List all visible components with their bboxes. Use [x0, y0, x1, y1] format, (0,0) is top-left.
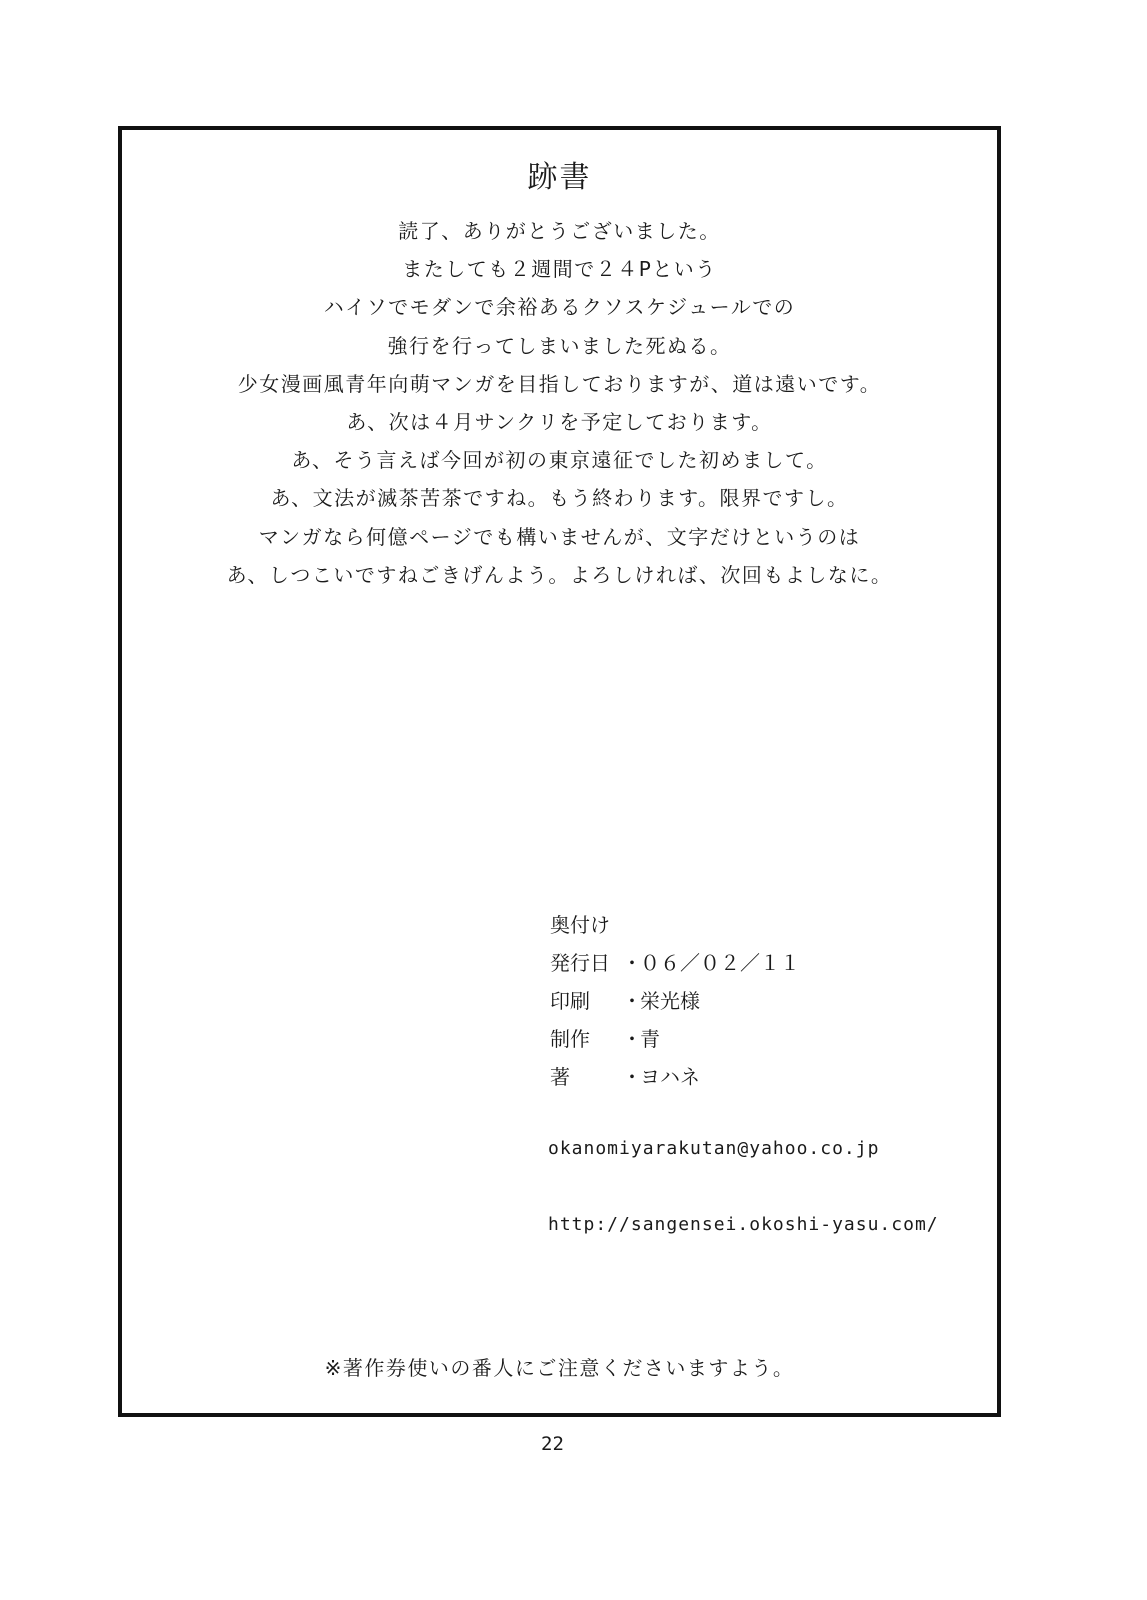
afterword-line: あ、次は４月サンクリを予定しております。 [346, 409, 773, 434]
colophon-separator: ・ [622, 989, 642, 1013]
afterword-body [122, 212, 997, 594]
afterword-line: 読了、ありがとうございました。 [398, 219, 721, 243]
afterword-line: 強行を行ってしまいました死ぬる。 [387, 333, 732, 358]
website-url: http://sangensei.okoshi-yasu.com/ [548, 1214, 939, 1235]
afterword-line: ハイソでモダンで余裕あるクソスケジュールでの [323, 295, 796, 320]
colophon-row-printer [550, 982, 800, 1020]
colophon [550, 906, 800, 1096]
colophon-row-publish-date [550, 944, 800, 982]
afterword-line: 少女漫画風青年向萌マンガを目指しておりますが、道は遠いです。 [237, 371, 882, 396]
colophon-row-author [550, 1058, 800, 1096]
colophon-separator: ・ [622, 1065, 642, 1089]
colophon-separator: ・ [622, 1027, 642, 1051]
colophon-value: ヨハネ [640, 1065, 700, 1089]
colophon-label: 印刷 [550, 989, 590, 1013]
page-number: 22 [541, 1433, 564, 1455]
afterword-line: あ、そう言えば今回が初の東京遠征でした初めまして。 [291, 448, 828, 473]
afterword-line: マンガなら何億ページでも構いませんが、文字だけというのは [258, 524, 861, 549]
afterword-line: あ、文法が滅茶苦茶ですね。もう終わります。限界ですし。 [270, 486, 849, 511]
colophon-value: ０６／０２／１１ [640, 951, 800, 975]
colophon-heading: 奥付け [550, 913, 610, 937]
afterword-line: あ、しつこいですねごきげんよう。よろしければ、次回もよしなに。 [226, 562, 893, 587]
colophon-value: 青 [640, 1027, 660, 1051]
colophon-separator: ・ [622, 951, 642, 975]
colophon-row-production [550, 1020, 800, 1058]
page-frame [118, 126, 1001, 1417]
copyright-notice: ※著作券使いの番人にご注意くださいますよう。 [324, 1356, 795, 1380]
contact-email: okanomiyarakutan@yahoo.co.jp [548, 1138, 880, 1159]
colophon-label: 制作 [550, 1027, 590, 1051]
afterword-title: 跡書 [527, 160, 592, 195]
afterword-line: またしても２週間で２４Pという [402, 257, 717, 282]
colophon-label: 発行日 [550, 951, 610, 975]
colophon-label: 著 [550, 1065, 570, 1089]
colophon-value: 栄光様 [640, 989, 700, 1013]
